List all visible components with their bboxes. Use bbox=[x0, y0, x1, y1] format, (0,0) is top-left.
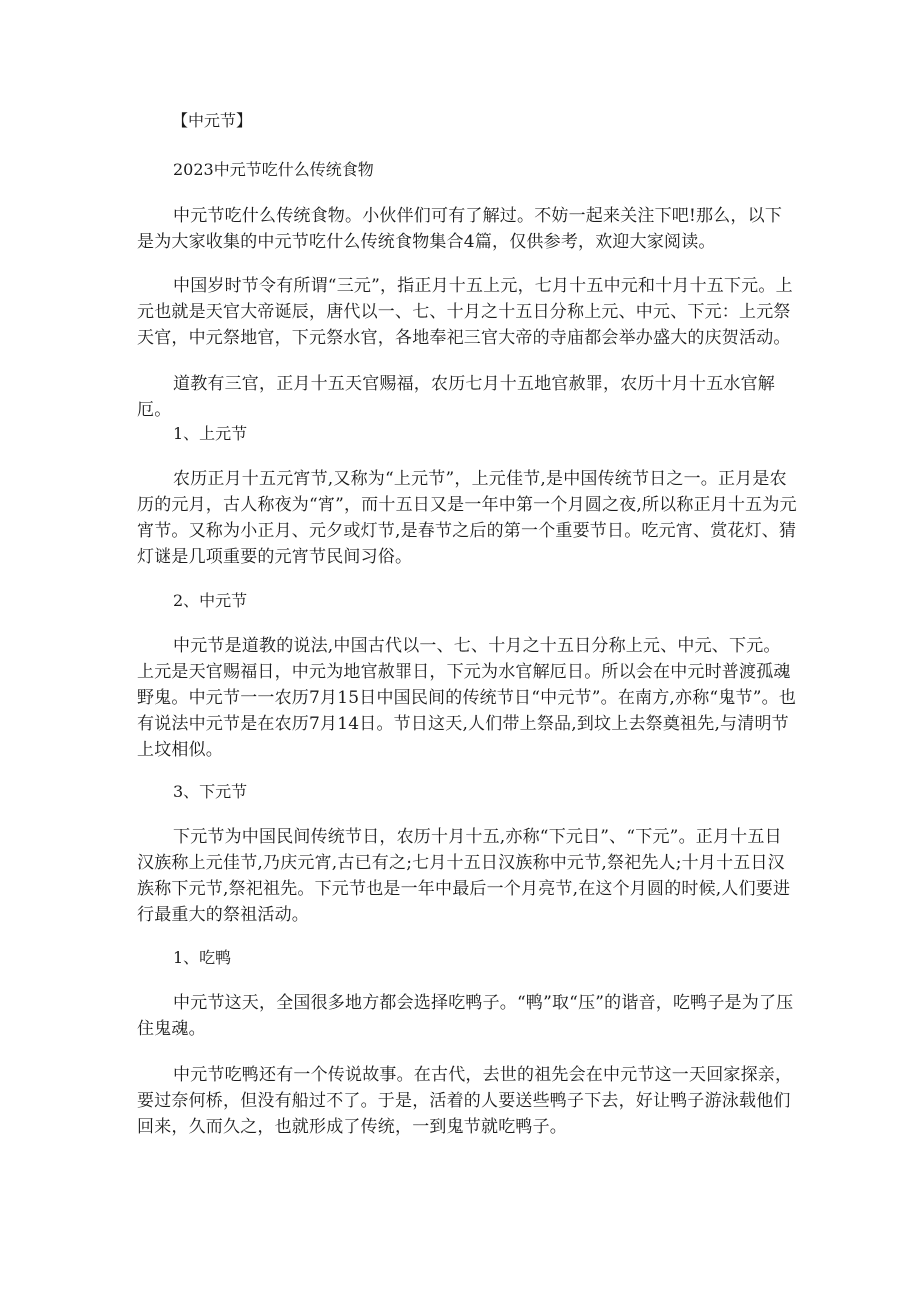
sanyuan-paragraph: 中国岁时节令有所谓“三元”，指正月十五上元，七月十五中元和十月十五下元。上元也就是天官大帝诞辰，唐代以一、七、十月之十五日分称上元、中元、下元：上元祭天官，中元祭地官，下元祭水官，各地奉祀三官大帝的寺庙都会举办盛大的庆贺活动。 bbox=[137, 276, 793, 348]
heading-xiayuan: 3、下元节 bbox=[173, 782, 248, 801]
shangyuan-paragraph: 农历正月十五元宵节,又称为“上元节”，上元佳节,是中国传统节日之一。正月是农历的元月，古人称夜为“宵”，而十五日又是一年中第一个月圆之夜,所以称正月十五为元宵节。又称为小正月、元夕或灯节,是春节之后的第一个重要节日。吃元宵、赏花灯、猜灯谜是几项重要的元宵节民间习俗。 bbox=[137, 469, 797, 567]
heading-shangyuan: 1、上元节 bbox=[173, 424, 248, 443]
chiya-paragraph-1: 中元节这天，全国很多地方都会选择吃鸭子。“鸭”取“压”的谐音，吃鸭子是为了压住鬼魂。 bbox=[137, 993, 794, 1039]
intro-paragraph: 中元节吃什么传统食物。小伙伴们可有了解过。不妨一起来关注下吧!那么，以下是为大家收集的中元节吃什么传统食物集合4篇，仅供参考，欢迎大家阅读。 bbox=[137, 206, 783, 252]
zhongyuan-paragraph: 中元节是道教的说法,中国古代以一、七、十月之十五日分称上元、中元、下元。上元是天官赐福日，中元为地官赦罪日，下元为水官解厄日。所以会在中元时普渡孤魂野鬼。中元节一一农历7月15日中国民间的传统节日“中元节”。在南方,亦称“鬼节”。也有说法中元节是在农历7月14日。节日这天,人们带上祭品,到坟上去祭奠祖先,与清明节上坟相似。 bbox=[137, 636, 797, 760]
heading-chiya: 1、吃鸭 bbox=[173, 948, 232, 967]
section-tag: 【中元节】 bbox=[172, 111, 253, 130]
chiya-paragraph-2: 中元节吃鸭还有一个传说故事。在古代，去世的祖先会在中元节这一天回家探亲，要过奈何桥，但没有船过不了。于是，活着的人要送些鸭子下去，好让鸭子游泳载他们回来，久而久之，也就形成了传统，一到鬼节就吃鸭子。 bbox=[137, 1065, 793, 1137]
xiayuan-paragraph: 下元节为中国民间传统节日，农历十月十五,亦称“下元日”、“下元”。正月十五日汉族称上元佳节,乃庆元宵,古已有之;七月十五日汉族称中元节,祭祀先人;十月十五日汉族称下元节,祭祀祖先。下元节也是一年中最后一个月亮节,在这个月圆的时候,人们要进行最重大的祭祖活动。 bbox=[137, 827, 791, 925]
sanguan-paragraph: 道教有三官，正月十五天官赐福，农历七月十五地官赦罪，农历十月十五水官解厄。 bbox=[137, 374, 775, 420]
document-title: 2023中元节吃什么传统食物 bbox=[173, 160, 374, 179]
heading-zhongyuan: 2、中元节 bbox=[173, 591, 248, 610]
